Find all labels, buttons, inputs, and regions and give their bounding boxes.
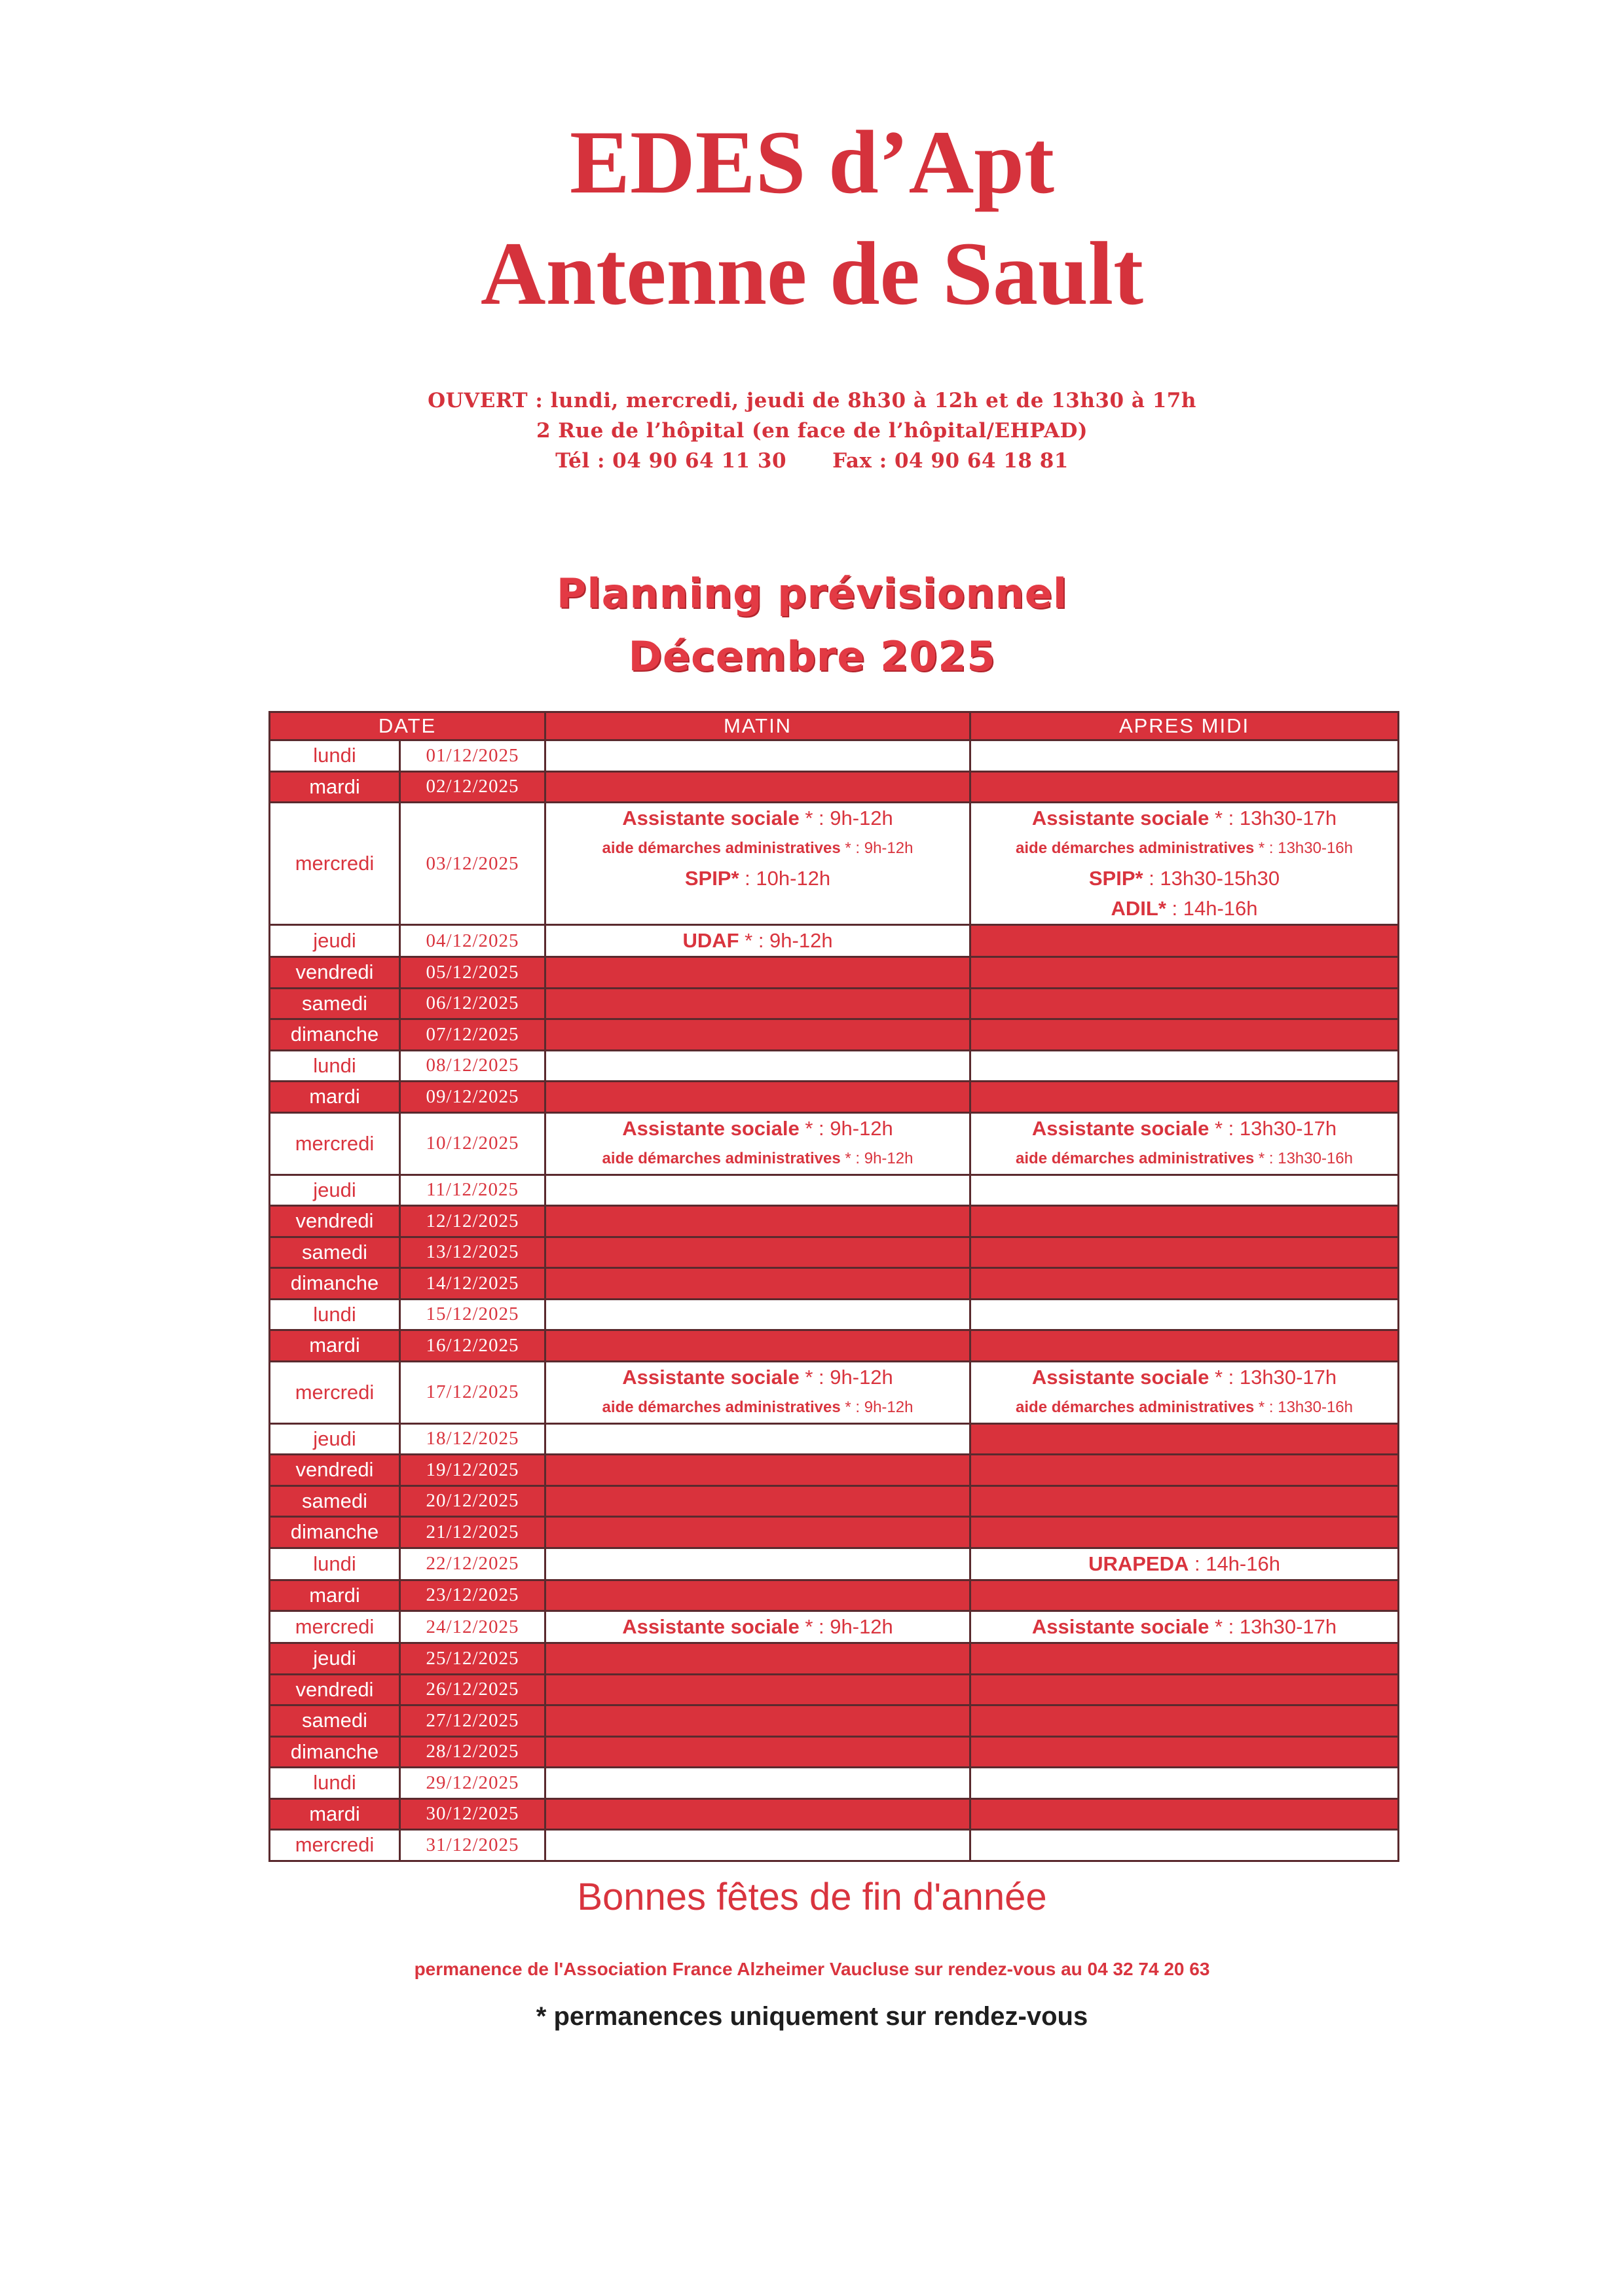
row-date: 30/12/2025 [400, 1798, 545, 1830]
row-date: 21/12/2025 [400, 1517, 545, 1548]
matin-cell [545, 1050, 970, 1082]
table-row [270, 925, 1399, 957]
apres-midi-cell [970, 1455, 1399, 1486]
matin-cell [545, 1112, 970, 1175]
row-date: 12/12/2025 [400, 1206, 545, 1237]
row-day: mardi [270, 1082, 400, 1113]
table-row [270, 740, 1399, 772]
apres-midi-cell [970, 1019, 1399, 1051]
row-day: jeudi [270, 1643, 400, 1675]
apres-midi-cell [970, 771, 1399, 803]
table-row [270, 1050, 1399, 1082]
matin-cell [545, 1237, 970, 1268]
entry-spip: SPIP* : 10h-12h [684, 867, 831, 890]
row-date: 02/12/2025 [400, 771, 545, 803]
row-day: lundi [270, 740, 400, 772]
apres-midi-cell [970, 1330, 1399, 1362]
apres-midi-cell [970, 1082, 1399, 1113]
entry-assistante-sociale: Assistante sociale * : 9h-12h [622, 1116, 893, 1140]
table-row [270, 1798, 1399, 1830]
phone-number: Tél : 04 90 64 11 30 [555, 449, 787, 473]
matin-cell [545, 1268, 970, 1300]
apres-midi-cell [970, 988, 1399, 1019]
row-day: lundi [270, 1050, 400, 1082]
row-date: 28/12/2025 [400, 1736, 545, 1768]
row-day: samedi [270, 1237, 400, 1268]
matin-cell [545, 1798, 970, 1830]
row-day: dimanche [270, 1268, 400, 1300]
row-date: 01/12/2025 [400, 740, 545, 772]
apres-midi-cell [970, 1768, 1399, 1799]
table-row [270, 1175, 1399, 1206]
apres-midi-cell [970, 1548, 1399, 1580]
matin-cell [545, 740, 970, 772]
row-date: 13/12/2025 [400, 1237, 545, 1268]
apres-midi-cell [970, 1206, 1399, 1237]
row-date: 07/12/2025 [400, 1019, 545, 1051]
matin-cell [545, 1330, 970, 1362]
row-date: 08/12/2025 [400, 1050, 545, 1082]
row-day: mercredi [270, 1611, 400, 1643]
title-line-2: Antenne de Sault [480, 223, 1144, 323]
apres-midi-cell [970, 803, 1399, 925]
table-row [270, 1206, 1399, 1237]
table-row [270, 803, 1399, 925]
matin-cell [545, 1299, 970, 1330]
row-date: 23/12/2025 [400, 1580, 545, 1611]
entry-aide-demarches: aide démarches administratives * : 13h30-16h [1016, 1149, 1353, 1167]
row-day: samedi [270, 988, 400, 1019]
table-row [270, 1019, 1399, 1051]
row-date: 15/12/2025 [400, 1299, 545, 1330]
row-day: jeudi [270, 925, 400, 957]
apres-midi-cell [970, 1674, 1399, 1705]
row-day: jeudi [270, 1423, 400, 1455]
apres-midi-cell [970, 1736, 1399, 1768]
row-date: 05/12/2025 [400, 957, 545, 989]
row-day: vendredi [270, 1455, 400, 1486]
table-row [270, 1611, 1399, 1643]
appointment-note: * permanences uniquement sur rendez-vous [536, 2002, 1088, 2031]
matin-cell [545, 1485, 970, 1517]
fax-number: Fax : 04 90 64 18 81 [832, 449, 1069, 473]
entry-adil: ADIL* : 14h-16h [1111, 897, 1258, 920]
apres-midi-cell [970, 1423, 1399, 1455]
row-day: jeudi [270, 1175, 400, 1206]
table-row [270, 1736, 1399, 1768]
apres-midi-cell [970, 925, 1399, 957]
entry-spip: SPIP* : 13h30-15h30 [1088, 867, 1280, 890]
entry-assistante-sociale: Assistante sociale * : 13h30-17h [1031, 1365, 1337, 1389]
apres-midi-cell [970, 1299, 1399, 1330]
apres-midi-cell [970, 1798, 1399, 1830]
matin-cell [545, 1830, 970, 1861]
row-day: lundi [270, 1548, 400, 1580]
apres-midi-cell [970, 1050, 1399, 1082]
row-date: 22/12/2025 [400, 1548, 545, 1580]
row-date: 17/12/2025 [400, 1361, 545, 1423]
table-row [270, 1674, 1399, 1705]
row-day: mardi [270, 1330, 400, 1362]
entry-assistante-sociale: Assistante sociale * : 9h-12h [622, 1365, 893, 1389]
planning-month: Décembre 2025 [628, 632, 996, 680]
matin-cell [545, 988, 970, 1019]
schedule-table [268, 711, 1399, 1862]
matin-cell [545, 1580, 970, 1611]
row-day: mardi [270, 1580, 400, 1611]
entry-assistante-sociale: Assistante sociale * : 9h-12h [622, 807, 893, 829]
table-row [270, 1082, 1399, 1113]
table-row [270, 1768, 1399, 1799]
table-row [270, 1455, 1399, 1486]
row-day: mercredi [270, 803, 400, 925]
matin-cell [545, 1611, 970, 1643]
row-day: vendredi [270, 1206, 400, 1237]
row-day: samedi [270, 1705, 400, 1737]
row-date: 10/12/2025 [400, 1112, 545, 1175]
apres-midi-cell [970, 1175, 1399, 1206]
matin-cell [545, 1736, 970, 1768]
table-row [270, 771, 1399, 803]
apres-midi-cell [970, 1705, 1399, 1737]
matin-cell [545, 1423, 970, 1455]
matin-cell [545, 957, 970, 989]
matin-cell [545, 1548, 970, 1580]
address: 2 Rue de l’hôpital (en face de l’hôpital/EHPAD) [536, 419, 1088, 443]
title-line-1: EDES d’Apt [569, 112, 1055, 212]
row-date: 03/12/2025 [400, 803, 545, 925]
apres-midi-cell [970, 1485, 1399, 1517]
table-row [270, 1580, 1399, 1611]
apres-midi-cell [970, 1361, 1399, 1423]
table-row [270, 1548, 1399, 1580]
table-row [270, 1643, 1399, 1675]
table-row [270, 1299, 1399, 1330]
matin-cell [545, 925, 970, 957]
table-row [270, 1705, 1399, 1737]
row-day: mercredi [270, 1361, 400, 1423]
row-date: 14/12/2025 [400, 1268, 545, 1300]
table-row [270, 1517, 1399, 1548]
season-greeting: Bonnes fêtes de fin d'année [577, 1876, 1047, 1918]
matin-cell [545, 1361, 970, 1423]
apres-midi-cell [970, 1517, 1399, 1548]
table-row [270, 1423, 1399, 1455]
row-day: vendredi [270, 957, 400, 989]
matin-cell [545, 1455, 970, 1486]
row-day: dimanche [270, 1019, 400, 1051]
entry-assistante-sociale: Assistante sociale * : 13h30-17h [1031, 807, 1337, 829]
row-day: vendredi [270, 1674, 400, 1705]
apres-midi-cell [970, 740, 1399, 772]
row-date: 25/12/2025 [400, 1643, 545, 1675]
apres-midi-cell [970, 1112, 1399, 1175]
table-row [270, 1330, 1399, 1362]
apres-midi-cell [970, 957, 1399, 989]
table-row [270, 1361, 1399, 1423]
opening-hours: OUVERT : lundi, mercredi, jeudi de 8h30 à 12h et de 13h30 à 17h [428, 389, 1196, 412]
row-day: mardi [270, 1798, 400, 1830]
header-matin: MATIN [545, 712, 970, 740]
row-day: samedi [270, 1485, 400, 1517]
row-day: mercredi [270, 1830, 400, 1861]
table-row [270, 1485, 1399, 1517]
alzheimer-notice: permanence de l'Association France Alzheimer Vaucluse sur rendez-vous au 04 32 74 20 63 [414, 1959, 1210, 1979]
entry-aide-demarches: aide démarches administratives * : 9h-12h [602, 839, 913, 857]
apres-midi-cell [970, 1611, 1399, 1643]
row-date: 06/12/2025 [400, 988, 545, 1019]
row-date: 09/12/2025 [400, 1082, 545, 1113]
header-apres-midi: APRES MIDI [970, 712, 1399, 740]
matin-cell [545, 1175, 970, 1206]
entry-urapeda: URAPEDA : 14h-16h [1088, 1552, 1280, 1575]
header-date: DATE [270, 712, 545, 740]
row-date: 24/12/2025 [400, 1611, 545, 1643]
table-row [270, 957, 1399, 989]
row-date: 29/12/2025 [400, 1768, 545, 1799]
entry-assistante-sociale: Assistante sociale * : 13h30-17h [1031, 1615, 1337, 1638]
row-day: mardi [270, 771, 400, 803]
entry-aide-demarches: aide démarches administratives * : 13h30-16h [1016, 1398, 1353, 1416]
apres-midi-cell [970, 1237, 1399, 1268]
entry-aide-demarches: aide démarches administratives * : 9h-12h [602, 1398, 913, 1416]
matin-cell [545, 1206, 970, 1237]
row-day: dimanche [270, 1517, 400, 1548]
row-day: lundi [270, 1768, 400, 1799]
matin-cell [545, 1643, 970, 1675]
row-date: 26/12/2025 [400, 1674, 545, 1705]
matin-cell [545, 1674, 970, 1705]
matin-cell [545, 1705, 970, 1737]
entry-aide-demarches: aide démarches administratives * : 13h30-16h [1016, 839, 1353, 857]
table-row [270, 1830, 1399, 1861]
entry-assistante-sociale: Assistante sociale * : 13h30-17h [1031, 1116, 1337, 1140]
row-day: mercredi [270, 1112, 400, 1175]
row-date: 04/12/2025 [400, 925, 545, 957]
apres-midi-cell [970, 1268, 1399, 1300]
apres-midi-cell [970, 1580, 1399, 1611]
contact-line [0, 446, 1624, 475]
matin-cell [545, 1082, 970, 1113]
entry-assistante-sociale: Assistante sociale * : 9h-12h [622, 1615, 893, 1638]
matin-cell [545, 771, 970, 803]
matin-cell [545, 1768, 970, 1799]
table-row [270, 1268, 1399, 1300]
row-date: 31/12/2025 [400, 1830, 545, 1861]
row-date: 11/12/2025 [400, 1175, 545, 1206]
row-day: lundi [270, 1299, 400, 1330]
table-row [270, 1112, 1399, 1175]
row-date: 18/12/2025 [400, 1423, 545, 1455]
table-row [270, 988, 1399, 1019]
matin-cell [545, 803, 970, 925]
matin-cell [545, 1019, 970, 1051]
row-date: 27/12/2025 [400, 1705, 545, 1737]
row-day: dimanche [270, 1736, 400, 1768]
row-date: 19/12/2025 [400, 1455, 545, 1486]
planning-title: Planning prévisionnel [556, 570, 1068, 617]
apres-midi-cell [970, 1643, 1399, 1675]
row-date: 20/12/2025 [400, 1485, 545, 1517]
matin-cell [545, 1517, 970, 1548]
entry-aide-demarches: aide démarches administratives * : 9h-12h [602, 1149, 913, 1167]
row-date: 16/12/2025 [400, 1330, 545, 1362]
table-header-row [270, 712, 1399, 740]
apres-midi-cell [970, 1830, 1399, 1861]
entry-udaf: UDAF * : 9h-12h [682, 929, 833, 952]
table-row [270, 1237, 1399, 1268]
